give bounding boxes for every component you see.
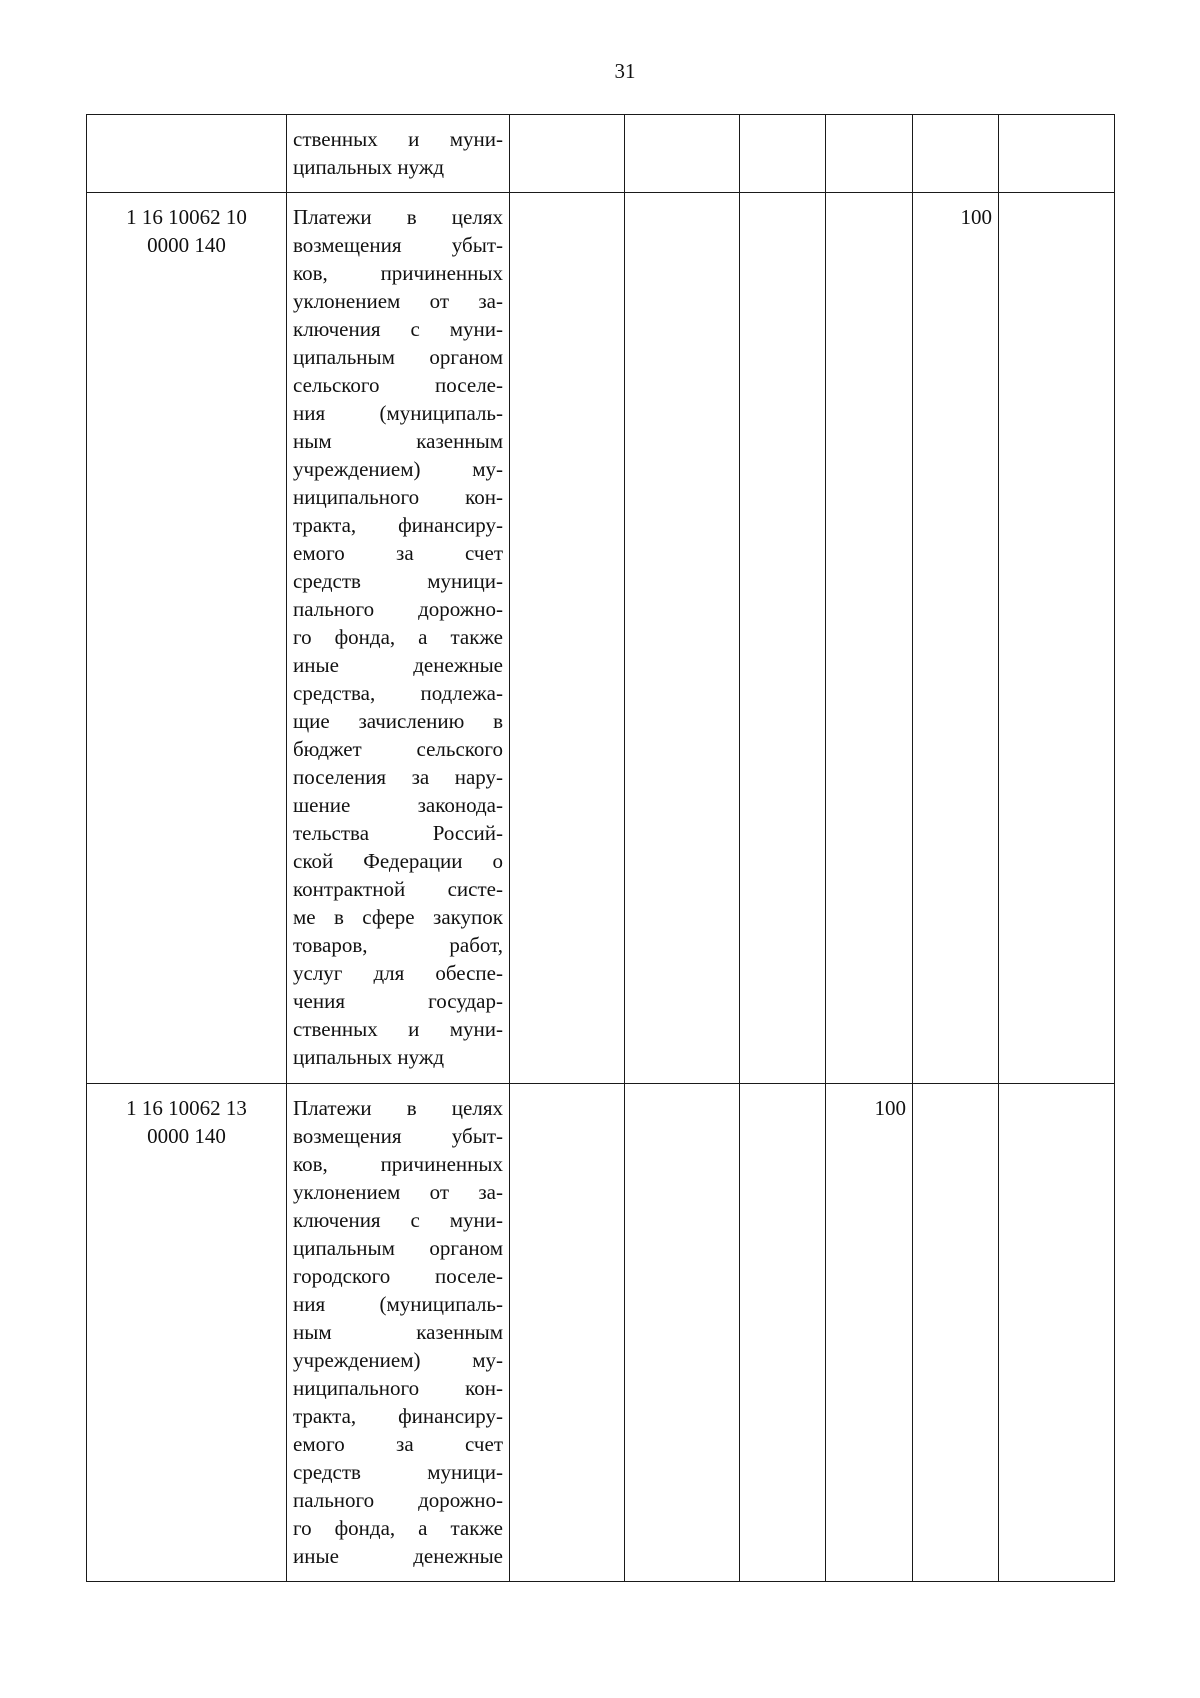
amount-cell-6 <box>999 193 1115 1084</box>
description-line: иные денежные <box>293 653 503 677</box>
description-line: ципальным органом <box>293 345 503 369</box>
table-row <box>87 115 1115 193</box>
description-line: средства, подлежа- <box>293 681 503 705</box>
description-line: емого за счет <box>293 541 503 565</box>
amount-cell-2 <box>625 115 740 193</box>
description-line: го фонда, а также <box>293 1516 503 1540</box>
description-line: бюджет сельского <box>293 737 503 761</box>
amount-cell-6 <box>999 1084 1115 1582</box>
description-line: ным казенным <box>293 1320 503 1344</box>
description-line: возмещения убыт- <box>293 233 503 257</box>
amount-cell-3 <box>740 1084 826 1582</box>
description-line: городского поселе- <box>293 1264 503 1288</box>
page-number: 31 <box>614 59 636 83</box>
description-line: товаров, работ, <box>293 933 503 957</box>
description-line: уклонением от за- <box>293 289 503 313</box>
amount-cell-4: 100 <box>826 1084 913 1582</box>
description-line: Платежи в целях <box>293 1096 503 1120</box>
description-line: ниципального кон- <box>293 485 503 509</box>
code-cell <box>87 193 287 1084</box>
description-line: средств муници- <box>293 1460 503 1484</box>
description-cell <box>287 115 510 193</box>
description-line: ственных и муни- <box>293 1017 503 1041</box>
description-line: ключения с муни- <box>293 317 503 341</box>
amount-cell-5: 100 <box>913 193 999 1084</box>
amount-cell-2 <box>625 1084 740 1582</box>
description-line: возмещения убыт- <box>293 1124 503 1148</box>
description-line: средств муници- <box>293 569 503 593</box>
description-line: учреждением) му- <box>293 1348 503 1372</box>
description-line: иные денежные <box>293 1544 503 1568</box>
description-line: ской Федерации о <box>293 849 503 873</box>
amount-cell-5 <box>913 1084 999 1582</box>
code-line: 1 16 10062 13 <box>126 1096 247 1120</box>
description-line: уклонением от за- <box>293 1180 503 1204</box>
description-line: шение законода- <box>293 793 503 817</box>
description-line: поселения за нару- <box>293 765 503 789</box>
description-cell <box>287 193 510 1084</box>
code-line: 0000 140 <box>147 1124 226 1148</box>
description-line: ниципального кон- <box>293 1376 503 1400</box>
amount-cell-1 <box>510 115 625 193</box>
amount-cell-5 <box>913 115 999 193</box>
code-line: 1 16 10062 10 <box>126 205 247 229</box>
description-line: пального дорожно- <box>293 597 503 621</box>
description-cell <box>287 1084 510 1582</box>
description-line: ков, причиненных <box>293 261 503 285</box>
description-line: ния (муниципаль- <box>293 401 503 425</box>
description-line: тракта, финансиру- <box>293 513 503 537</box>
description-line: учреждением) му- <box>293 457 503 481</box>
amount-cell-1 <box>510 1084 625 1582</box>
description-line: тельства Россий- <box>293 821 503 845</box>
table-row <box>87 193 1115 1084</box>
description-line: го фонда, а также <box>293 625 503 649</box>
code-cell <box>87 115 287 193</box>
amount-cell-1 <box>510 193 625 1084</box>
description-line: ков, причиненных <box>293 1152 503 1176</box>
amount-cell-6 <box>999 115 1115 193</box>
amount-cell-4 <box>826 115 913 193</box>
description-line: ципальным органом <box>293 1236 503 1260</box>
table-body <box>87 115 1115 1582</box>
table-row <box>87 1084 1115 1582</box>
description-line: Платежи в целях <box>293 205 503 229</box>
description-line: тракта, финансиру- <box>293 1404 503 1428</box>
description-line: чения государ- <box>293 989 503 1013</box>
description-line: пального дорожно- <box>293 1488 503 1512</box>
amount-cell-3 <box>740 193 826 1084</box>
amount-cell-4 <box>826 193 913 1084</box>
description-line: щие зачислению в <box>293 709 503 733</box>
budget-table <box>86 114 1115 1582</box>
description-line: ципальных нужд <box>293 1045 445 1069</box>
amount-cell-2 <box>625 193 740 1084</box>
description-line: услуг для обеспе- <box>293 961 503 985</box>
amount-cell-3 <box>740 115 826 193</box>
description-line: ключения с муни- <box>293 1208 503 1232</box>
description-line: контрактной систе- <box>293 877 503 901</box>
code-cell <box>87 1084 287 1582</box>
description-line: ным казенным <box>293 429 503 453</box>
description-line: сельского поселе- <box>293 373 503 397</box>
description-line: ственных и муни- <box>293 127 503 151</box>
description-line: ципальных нужд <box>293 155 445 179</box>
description-line: ме в сфере закупок <box>293 905 503 929</box>
code-line: 0000 140 <box>147 233 226 257</box>
description-line: емого за счет <box>293 1432 503 1456</box>
description-line: ния (муниципаль- <box>293 1292 503 1316</box>
